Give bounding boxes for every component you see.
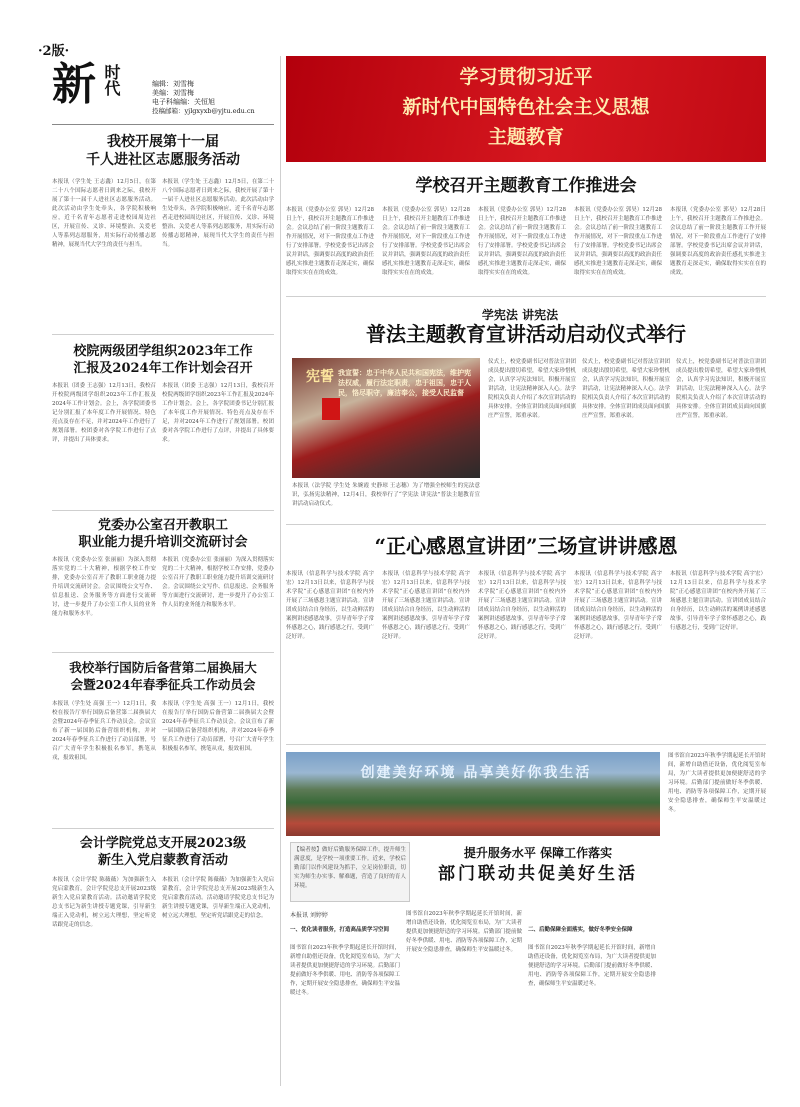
article6-body-col5: 本报讯（党委办公室 郭昊）12月28日上午，我校召开主题教育工作推进会。会议总结了前一阶段主题教育工作开展情况，对下一阶段重点工作进行了安排部署。学校党委书记出席会议并讲话，强调要以高度的政治责任感扎实推进主题教育走深走实，确保取得实实在在的成效。 (670, 207, 766, 276)
article9-title-small: 提升服务水平 保障工作落实 (463, 846, 613, 860)
article2-title-line1: 校院两级团学组织2023年工作 (73, 344, 253, 359)
article7-photo (292, 358, 480, 478)
credit-editor: 编辑：刘雪梅 (152, 80, 194, 88)
credit-email: 投稿邮箱：yjlgxyxb@yjtu.edu.cn (152, 107, 255, 115)
article7-body-col3: 仪式上，校党委副书记对普法宣讲团成员提出殷切希望，希望大家珍惜机会，认真学习宪法知识，积极开展宣讲活动，让宪法精神深入人心。法学院相关负责人介绍了本次宣讲活动的具体安排。全体宣讲团成员面向国旗庄严宣誓，郑重承诺。 (676, 359, 766, 419)
article1-title-line2: 千人进社区志愿服务活动 (86, 152, 240, 168)
credit-art-editor: 美编：刘雪梅 (152, 89, 194, 97)
article3-body-col2: 本报讯（党委办公室 张丽丽）为深入贯彻落实党的二十大精神，根据学校工作安排，党委办公室召开了教职工职业能力提升培训交流研讨会。会议围绕公文写作、信息报送、会务服务等方面进行交流研讨，进一步提升了办公室工作人员的业务能力和服务水平。 (162, 557, 274, 608)
flag-icon (322, 398, 340, 420)
article6-title: 学校召开主题教育工作推进会 (415, 176, 637, 196)
article9-photo (286, 752, 660, 836)
article9-byline: 本报讯 刘婷婷 (290, 912, 328, 919)
article9-body-col4: 图书馆自2023年秋季学期起延长开馆时间，新增自助借还设备，优化阅览室布局，为广大读者提供更加便捷舒适的学习环境。后勤部门提前做好冬季供暖、用电、消防等各项保障工作，定期开展安全隐患排查，确保师生平安温暖过冬。 (668, 753, 766, 813)
article2-body-col1: 本报讯（团委 王志强）12月13日，我校召开校院两级团学组织2023年工作汇报及2024年工作计划会。会上，各学院团委书记分别汇报了本年度工作开展情况、特色亮点及存在不足，并对2024年工作进行了规划部署。校团委对各学院工作进行了点评，并提出了具体要求。 (52, 383, 156, 443)
article7-title: 普法主题教育宣讲活动启动仪式举行 (366, 322, 686, 346)
article4-body-col1: 本报讯（学生处 高强 王一）12月1日，我校在报告厅举行国防后备营第二届换届大会暨2024年春季征兵工作动员会。会议宣布了新一届国防后备营组织机构，并对2024年春季征兵工作进行了动员部署，号召广大青年学生积极报名参军，携笔从戎，报效祖国。 (52, 701, 156, 761)
page-number: ·2版· (38, 44, 70, 59)
article5-title-line1: 会计学院党总支开展2023级 (79, 836, 247, 851)
article9-editor-note (290, 842, 410, 902)
photo-oath-text: 我宣誓：忠于中华人民共和国宪法，维护宪法权威，履行法定职责，忠于祖国，忠于人民，恪尽职守，廉洁奉公，接受人民监督 (338, 368, 471, 397)
photo-stage-text: 宪誓 (306, 369, 334, 385)
article5-body-col2: 本报讯（会计学院 陈薇薇）为加强新生入党启蒙教育，会计学院党总支开展2023级新生入党启蒙教育活动。活动邀请学院党总支书记为新生讲授专题党课，引导新生端正入党动机，树立远大理想，坚定听党话跟党走的信念。 (162, 877, 274, 919)
article8-body-col4: 本报讯（信息科学与技术学院 高宇宏）12月13日以来，信息科学与技术学院“正心感恩宣讲团”在校内外开展了三场感恩主题宣讲活动。宣讲团成员结合自身经历，以生动鲜活的案例讲述感恩故事，引导青年学子常怀感恩之心，践行感恩之行，受到广泛好评。 (574, 571, 662, 640)
article3-title-line1: 党委办公室召开教职工 (97, 518, 228, 533)
photo-slogan-text: 创建美好环境 品享美好你我生活 (360, 765, 592, 781)
article6-body-col1: 本报讯（党委办公室 郭昊）12月28日上午，我校召开主题教育工作推进会。会议总结了前一阶段主题教育工作开展情况，对下一阶段重点工作进行了安排部署。学校党委书记出席会议并讲话，强调要以高度的政治责任感扎实推进主题教育走深走实，确保取得实实在在的成效。 (286, 207, 374, 276)
article9-body-col3: 图书馆自2023年秋季学期起延长开馆时间，新增自助借还设备，优化阅览室布局，为广大读者提供更加便捷舒适的学习环境。后勤部门提前做好冬季供暖、用电、消防等各项保障工作，定期开展安全隐患排查，确保师生平安温暖过冬。 (528, 945, 656, 987)
article6-body-col3: 本报讯（党委办公室 郭昊）12月28日上午，我校召开主题教育工作推进会。会议总结了前一阶段主题教育工作开展情况，对下一阶段重点工作进行了安排部署。学校党委书记出席会议并讲话，强调要以高度的政治责任感扎实推进主题教育走深走实，确保取得实实在在的成效。 (478, 207, 566, 276)
article8-body-col2: 本报讯（信息科学与技术学院 高宇宏）12月13日以来，信息科学与技术学院“正心感恩宣讲团”在校内外开展了三场感恩主题宣讲活动。宣讲团成员结合自身经历，以生动鲜活的案例讲述感恩故事，引导青年学子常怀感恩之心，践行感恩之行，受到广泛好评。 (382, 571, 470, 640)
banner-line1: 学习贯彻习近平 (459, 66, 593, 88)
article9-subhead1: 一、优化读者服务，打造高品质学习空间 (290, 927, 390, 933)
article8-body-col5: 本报讯（信息科学与技术学院 高宇宏）12月13日以来，信息科学与技术学院“正心感恩宣讲团”在校内外开展了三场感恩主题宣讲活动。宣讲团成员结合自身经历，以生动鲜活的案例讲述感恩故事，引导青年学子常怀感恩之心，践行感恩之行，受到广泛好评。 (670, 571, 766, 631)
article3-body-col1: 本报讯（党委办公室 张丽丽）为深入贯彻落实党的二十大精神，根据学校工作安排，党委办公室召开了教职工职业能力提升培训交流研讨会。会议围绕公文写作、信息报送、会务服务等方面进行交流研讨，进一步提升了办公室工作人员的业务能力和服务水平。 (52, 557, 156, 617)
masthead-logo-big: 新 (52, 59, 96, 110)
article1-body-col2: 本报讯（学生处 王志鑫）12月5日，在第二十八个国际志愿者日到来之际，我校开展了第十一届千人进社区志愿服务活动。此次活动由学生处牵头，各学院积极响应，近千名青年志愿者走进校园周边社区，开展宣传、义诊、环境整治、关爱老人等系列志愿服务，用实际行动传播志愿精神，展现当代大学生的责任与担当。 (162, 179, 274, 248)
article6-body-col4: 本报讯（党委办公室 郭昊）12月28日上午，我校召开主题教育工作推进会。会议总结了前一阶段主题教育工作开展情况，对下一阶段重点工作进行了安排部署。学校党委书记出席会议并讲话，强调要以高度的政治责任感扎实推进主题教育走深走实，确保取得实实在在的成效。 (574, 207, 662, 276)
banner-line3: 主题教育 (487, 126, 564, 148)
article8-body-col3: 本报讯（信息科学与技术学院 高宇宏）12月13日以来，信息科学与技术学院“正心感恩宣讲团”在校内外开展了三场感恩主题宣讲活动。宣讲团成员结合自身经历，以生动鲜活的案例讲述感恩故事，引导青年学子常怀感恩之心，践行感恩之行，受到广泛好评。 (478, 571, 566, 640)
editor-note-text: 【编者按】做好后勤服务保障工作，提升师生满意度，是学校一项重要工作。近来，学校后勤部门以作风建设为抓手，立足岗位职责，切实为师生办实事、解难题，营造了良好的育人环境。 (294, 847, 406, 889)
article9-title: 部门联动共促美好生活 (438, 864, 638, 884)
article8-title: “正心感恩宣讲团”三场宣讲讲感恩 (374, 534, 678, 558)
banner-line2: 新时代中国特色社会主义思想 (402, 96, 650, 118)
article6-body-col2: 本报讯（党委办公室 郭昊）12月28日上午，我校召开主题教育工作推进会。会议总结了前一阶段主题教育工作开展情况，对下一阶段重点工作进行了安排部署。学校党委书记出席会议并讲话，强调要以高度的政治责任感扎实推进主题教育走深走实，确保取得实实在在的成效。 (382, 207, 470, 276)
article9-subhead2: 二、后勤保障全面落实，做好冬季安全保障 (528, 927, 633, 933)
article5-title-line2: 新生入党启蒙教育活动 (97, 853, 228, 868)
theme-banner (286, 56, 766, 162)
article2-title-line2: 汇报及2024年工作计划会召开 (73, 361, 253, 376)
article4-title-line1: 我校举行国防后备营第二届换届大 (69, 660, 257, 675)
article8-body-col1: 本报讯（信息科学与技术学院 高宇宏）12月13日以来，信息科学与技术学院“正心感恩宣讲团”在校内外开展了三场感恩主题宣讲活动。宣讲团成员结合自身经历，以生动鲜活的案例讲述感恩故事，引导青年学子常怀感恩之心，践行感恩之行，受到广泛好评。 (286, 571, 374, 640)
article4-body-col2: 本报讯（学生处 高强 王一）12月1日，我校在报告厅举行国防后备营第二届换届大会暨2024年春季征兵工作动员会。会议宣布了新一届国防后备营组织机构，并对2024年春季征兵工作进行了动员部署，号召广大青年学生积极报名参军，携笔从戎，报效祖国。 (162, 701, 274, 752)
article9-body-col2: 图书馆自2023年秋季学期起延长开馆时间，新增自助借还设备，优化阅览室布局，为广大读者提供更加便捷舒适的学习环境。后勤部门提前做好冬季供暖、用电、消防等各项保障工作，定期开展安全隐患排查，确保师生平安温暖过冬。 (406, 911, 522, 953)
credit-e-editor: 电子科编编：关恒旭 (152, 98, 215, 106)
article2-body-col2: 本报讯（团委 王志强）12月13日，我校召开校院两级团学组织2023年工作汇报及2024年工作计划会。会上，各学院团委书记分别汇报了本年度工作开展情况、特色亮点及存在不足，并对2024年工作进行了规划部署。校团委对各学院工作进行了点评，并提出了具体要求。 (162, 383, 274, 443)
masthead-logo-small: 时代 (102, 64, 121, 96)
article7-body-col2: 仪式上，校党委副书记对普法宣讲团成员提出殷切希望，希望大家珍惜机会，认真学习宪法知识，积极开展宣讲活动，让宪法精神深入人心。法学院相关负责人介绍了本次宣讲活动的具体安排。全体宣讲团成员面向国旗庄严宣誓，郑重承诺。 (582, 359, 670, 419)
article4-title-line2: 会暨2024年春季征兵工作动员会 (70, 677, 256, 692)
article5-body-col1: 本报讯（会计学院 陈薇薇）为加强新生入党启蒙教育，会计学院党总支开展2023级新生入党启蒙教育活动。活动邀请学院党总支书记为新生讲授专题党课，引导新生端正入党动机，树立远大理想，坚定听党话跟党走的信念。 (52, 877, 156, 928)
article7-body-col1: 仪式上，校党委副书记对普法宣讲团成员提出殷切希望，希望大家珍惜机会，认真学习宪法知识，积极开展宣讲活动，让宪法精神深入人心。法学院相关负责人介绍了本次宣讲活动的具体安排。全体宣讲团成员面向国旗庄严宣誓，郑重承诺。 (488, 359, 576, 419)
article1-title-line1: 我校开展第十一届 (107, 134, 219, 150)
article3-title-line2: 职业能力提升培训交流研讨会 (78, 535, 248, 550)
masthead (52, 60, 274, 120)
article1-body-col1: 本报讯（学生处 王志鑫）12月5日，在第二十八个国际志愿者日到来之际，我校开展了第十一届千人进社区志愿服务活动。此次活动由学生处牵头，各学院积极响应，近千名青年志愿者走进校园周边社区，开展宣传、义诊、环境整治、关爱老人等系列志愿服务，用实际行动传播志愿精神，展现当代大学生的责任与担当。 (52, 179, 156, 248)
article7-kicker: 学宪法 讲宪法 (481, 308, 559, 322)
article9-body-col1: 图书馆自2023年秋季学期起延长开馆时间，新增自助借还设备，优化阅览室布局，为广大读者提供更加便捷舒适的学习环境。后勤部门提前做好冬季供暖、用电、消防等各项保障工作，定期开展安全隐患排查，确保师生平安温暖过冬。 (290, 945, 400, 996)
masthead-credits (152, 80, 272, 116)
article7-photo-caption: 本报讯（法学院 学生处 朱婉霞 史静琼 王志穗）为了增强全校师生的宪法意识，弘扬宪法精神，12月4日，我校举行了“学宪法 讲宪法”普法主题教育宣讲活动启动仪式。 (292, 483, 480, 507)
